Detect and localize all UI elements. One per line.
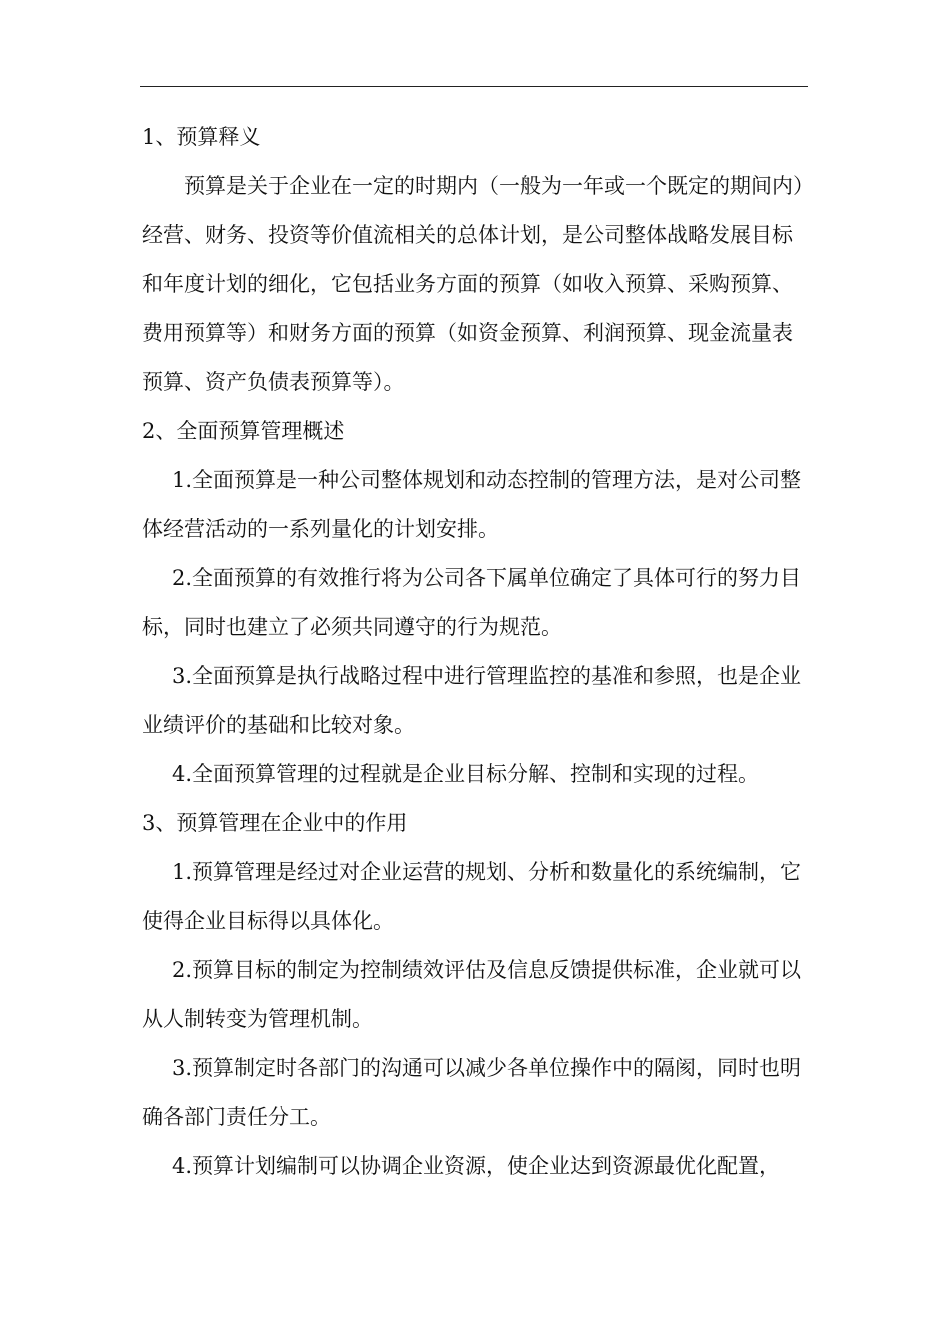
numbered-paragraph: 1.全面预算是一种公司整体规划和动态控制的管理方法，是对公司整体经营活动的一系列量化的计划安排。 — [142, 468, 802, 541]
section-heading: 2、全面预算管理概述 — [142, 419, 345, 443]
numbered-paragraph: 2.全面预算的有效推行将为公司各下属单位确定了具体可行的努力目标，同时也建立了必须共同遵守的行为规范。 — [142, 566, 802, 639]
section-heading: 1、预算释义 — [142, 125, 261, 149]
body-paragraph: 预算是关于企业在一定的时期内（一般为一年或一个既定的期间内）经营、财务、投资等价值流相关的总体计划，是公司整体战略发展目标和年度计划的细化，它包括业务方面的预算（如收入预算、采购预算、费用预算等）和财务方面的预算（如资金预算、利润预算、现金流量表预算、资产负债表预算等）。 — [142, 174, 804, 394]
document-body — [142, 113, 810, 1191]
numbered-paragraph: 2.预算目标的制定为控制绩效评估及信息反馈提供标准，企业就可以从人制转变为管理机制。 — [142, 958, 802, 1031]
numbered-paragraph: 1.预算管理是经过对企业运营的规划、分析和数量化的系统编制，它使得企业目标得以具体化。 — [142, 860, 802, 933]
numbered-paragraph: 4.全面预算管理的过程就是企业目标分解、控制和实现的过程。 — [172, 762, 760, 786]
numbered-paragraph: 3.预算制定时各部门的沟通可以减少各单位操作中的隔阂，同时也明确各部门责任分工。 — [142, 1056, 802, 1129]
header-divider — [140, 86, 808, 87]
numbered-paragraph: 4.预算计划编制可以协调企业资源，使企业达到资源最优化配置， — [172, 1154, 781, 1178]
numbered-paragraph: 3.全面预算是执行战略过程中进行管理监控的基准和参照，也是企业业绩评价的基础和比较对象。 — [142, 664, 802, 737]
section-heading: 3、预算管理在企业中的作用 — [142, 811, 408, 835]
